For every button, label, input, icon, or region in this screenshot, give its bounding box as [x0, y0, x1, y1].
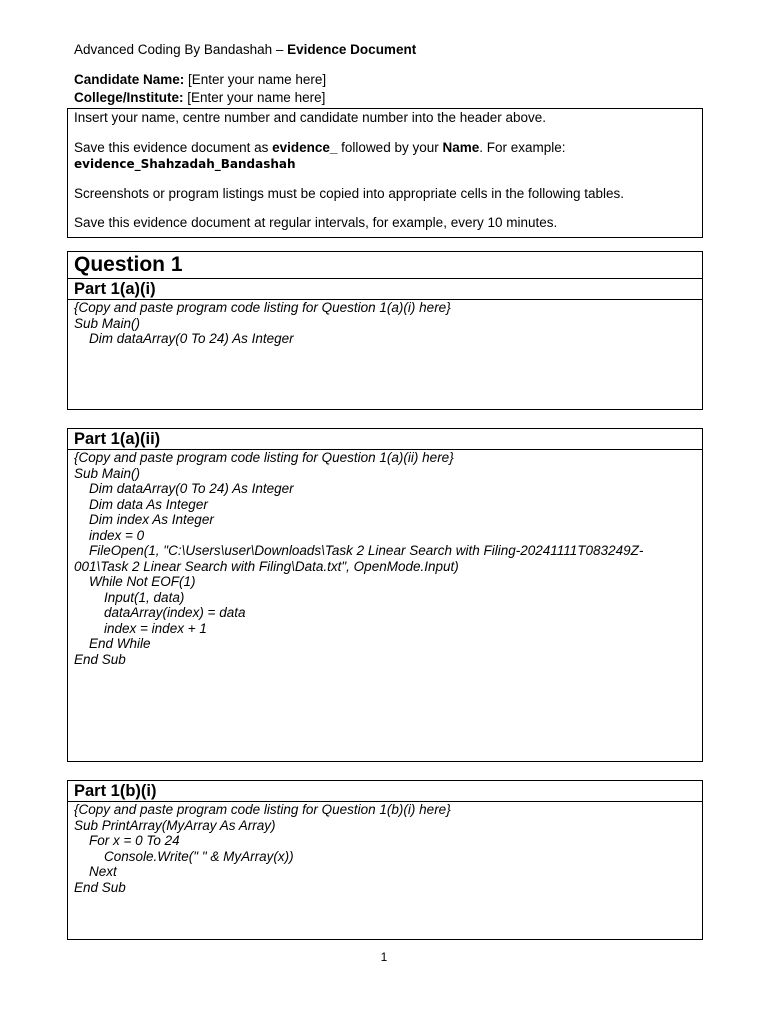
code-line: index = 0 — [74, 527, 145, 543]
candidate-name-line — [74, 72, 326, 87]
header-title: Evidence Document — [287, 42, 417, 57]
filename-example: evidence_Shahzadah_Bandashah — [74, 157, 296, 171]
instructions-box — [67, 108, 703, 238]
part-1a-ii-box — [67, 428, 703, 762]
college-line — [74, 90, 325, 105]
code-line: {Copy and paste program code listing for Question 1(a)(i) here} — [74, 300, 451, 315]
code-line: Dim index As Integer — [74, 512, 214, 527]
code-line: dataArray(index) = data — [74, 605, 246, 620]
page-number: 1 — [380, 950, 388, 964]
instruction-line-1: Insert your name, centre number and candidate number into the header above. — [74, 110, 547, 125]
code-line: Dim dataArray(0 To 24) As Integer — [74, 481, 294, 496]
code-line: Sub Main() — [74, 315, 141, 331]
document-header — [74, 42, 416, 57]
instruction-line-2 — [74, 140, 696, 156]
code-line: index = index + 1 — [74, 620, 207, 636]
part-title: Part 1(a)(ii) — [68, 429, 702, 450]
code-line: FileOpen(1, "C:\Users\user\Downloads\Task 2 Linear Search with Filing-20241111T083249Z-001\Task 2 Linear Search with Filing\Data.txt", OpenMode.Input) — [74, 543, 644, 574]
instruction-line-3: Screenshots or program listings must be copied into appropriate cells in the following tables. — [74, 186, 625, 201]
candidate-name-value[interactable]: [Enter your name here] — [184, 72, 327, 87]
question-1-box — [67, 251, 703, 410]
code-line: Dim dataArray(0 To 24) As Integer — [74, 331, 294, 346]
code-line: Console.Write(" " & MyArray(x)) — [74, 848, 294, 864]
code-line: Input(1, data) — [74, 589, 185, 605]
code-line: Sub Main() — [74, 465, 141, 481]
code-line: For x = 0 To 24 — [74, 833, 180, 848]
code-line: Dim data As Integer — [74, 496, 208, 512]
code-listing[interactable] — [68, 802, 702, 895]
college-label: College/Institute: — [74, 90, 184, 105]
instruction-text: followed by your — [337, 140, 443, 155]
instruction-bold: Name — [442, 140, 480, 155]
part-1b-i-box — [67, 780, 703, 940]
instruction-text: Save this evidence document as — [74, 140, 273, 155]
question-title: Question 1 — [68, 252, 702, 279]
code-line: Sub PrintArray(MyArray As Array) — [74, 817, 276, 833]
code-listing[interactable] — [68, 450, 702, 667]
header-prefix: Advanced Coding By Bandashah – — [74, 42, 288, 57]
part-title: Part 1(a)(i) — [68, 279, 702, 300]
code-line: End Sub — [74, 879, 126, 895]
code-line: While Not EOF(1) — [74, 574, 196, 589]
candidate-name-label: Candidate Name: — [74, 72, 185, 87]
instruction-text: . For example: — [479, 140, 566, 155]
code-line: End Sub — [74, 651, 126, 667]
code-line: {Copy and paste program code listing for Question 1(b)(i) here} — [74, 802, 451, 817]
instruction-line-4: Save this evidence document at regular intervals, for example, every 10 minutes. — [74, 215, 558, 230]
code-listing[interactable] — [68, 300, 702, 347]
code-line: Next — [74, 864, 117, 879]
code-line: End While — [74, 636, 151, 651]
instruction-bold: evidence_ — [272, 140, 338, 155]
part-title: Part 1(b)(i) — [68, 781, 702, 802]
college-value[interactable]: [Enter your name here] — [183, 90, 326, 105]
code-line: {Copy and paste program code listing for Question 1(a)(ii) here} — [74, 450, 454, 465]
